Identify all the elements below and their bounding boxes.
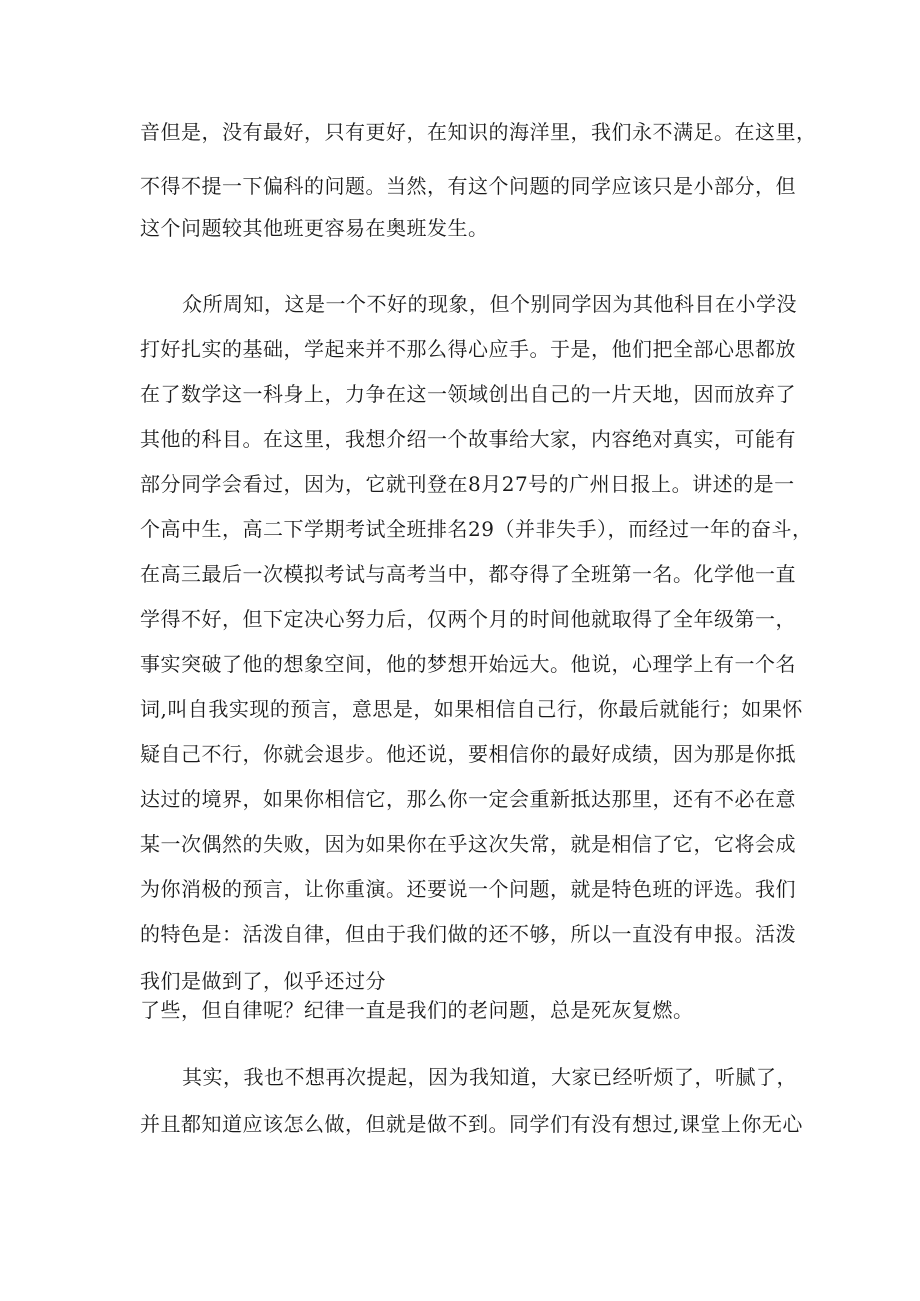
text-line: 达过的境界，如果你相信它，那么你一定会重新抵达那里，还有不必在意 <box>140 787 796 811</box>
paragraph-start-line: 其实，我也不想再次提起，因为我知道，大家已经听烦了，听腻了， <box>182 1065 797 1089</box>
text-line: 为你消极的预言，让你重演。还要说一个问题，就是特色班的评选。我们 <box>140 877 796 901</box>
text-line: 事实突破了他的想象空间，他的梦想开始远大。他说，心理学上有一个名 <box>140 652 796 676</box>
text-line: 在高三最后一次模拟考试与高考当中，都夺得了全班第一名。化学他一直 <box>140 562 796 586</box>
text-line: 疑自己不行，你就会退步。他还说，要相信你的最好成绩，因为那是你抵 <box>140 742 796 766</box>
text-line: 词,叫自我实现的预言，意思是，如果相信自己行，你最后就能行；如果怀 <box>140 697 803 721</box>
text-line: 并且都知道应该怎么做，但就是做不到。同学们有没有想过,课堂上你无心 <box>140 1112 803 1136</box>
text-line: 这个问题较其他班更容易在奥班发生。 <box>140 216 489 240</box>
text-line: 部分同学会看过，因为，它就刊登在8月27号的广州日报上。讲述的是一 <box>140 472 795 496</box>
text-line: 学得不好，但下定决心努力后，仅两个月的时间他就取得了全年级第一， <box>140 607 796 631</box>
paragraph-start-line: 众所周知，这是一个不好的现象，但个别同学因为其他科目在小学没 <box>182 292 797 316</box>
text-line: 了些，但自律呢？纪律一直是我们的老问题，总是死灰复燃。 <box>140 998 694 1022</box>
text-line: 不得不提一下偏科的问题。当然，有这个问题的同学应该只是小部分，但 <box>140 174 796 198</box>
text-line: 在了数学这一科身上，力争在这一领域创出自己的一片天地，因而放弃了 <box>140 382 796 406</box>
text-line: 音但是，没有最好，只有更好，在知识的海洋里，我们永不满足。在这里， <box>140 120 817 144</box>
text-line: 某一次偶然的失败，因为如果你在乎这次失常，就是相信了它，它将会成 <box>140 832 796 856</box>
text-line: 打好扎实的基础，学起来并不那么得心应手。于是，他们把全部心思都放 <box>140 337 796 361</box>
text-line: 的特色是：活泼自律，但由于我们做的还不够，所以一直没有申报。活泼 <box>140 922 796 946</box>
text-line: 我们是做到了，似乎还过分 <box>140 969 386 993</box>
text-line: 个高中生，高二下学期考试全班排名29（并非失手），而经过一年的奋斗， <box>140 517 813 541</box>
text-line: 其他的科目。在这里，我想介绍一个故事给大家，内容绝对真实，可能有 <box>140 427 796 451</box>
